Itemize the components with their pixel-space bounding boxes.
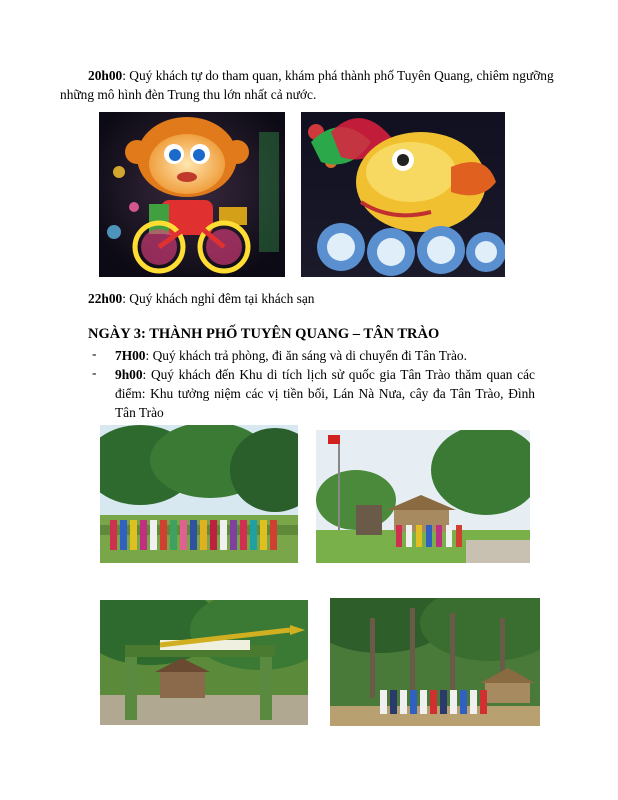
bullet-item-2: [115, 365, 535, 422]
bullet-marker-1: -: [92, 346, 97, 361]
group-forest-photo: [330, 598, 540, 726]
group-ao-dai-photo: [100, 425, 298, 563]
bullet-item-1: [115, 346, 535, 365]
bullet-text-2: : Quý khách đến Khu di tích lịch sử quốc gia Tân Trào thăm quan các điểm: Khu tưởng niệm các vị tiền bối, Lán Nà Nưa, cây đa Tân Trào, Đình Tân Trào: [115, 367, 535, 420]
bullet-time-1: 7H00: [115, 348, 146, 363]
time-20h: 20h00: [88, 68, 123, 83]
gate-photo: [100, 600, 308, 725]
monkey-lantern-photo: [99, 112, 285, 277]
bullet-marker-2: -: [92, 365, 97, 380]
monument-flag-photo: [316, 430, 530, 563]
paragraph-20h: [60, 66, 558, 104]
paragraph-22h: [88, 289, 558, 308]
time-22h: 22h00: [88, 291, 123, 306]
bullet-text-1: : Quý khách trả phòng, đi ăn sáng và di chuyển đi Tân Trào.: [145, 348, 467, 363]
day-heading: NGÀY 3: THÀNH PHỐ TUYÊN QUANG – TÂN TRÀO: [88, 326, 440, 342]
dragon-lantern-photo: [301, 112, 505, 277]
text-22h: : Quý khách nghỉ đêm tại khách sạn: [122, 291, 315, 306]
bullet-time-2: 9h00: [115, 367, 143, 382]
text-20h: : Quý khách tự do tham quan, khám phá thành phố Tuyên Quang, chiêm ngưỡng những mô hình đèn Trung thu lớn nhất cả nước.: [60, 68, 554, 102]
